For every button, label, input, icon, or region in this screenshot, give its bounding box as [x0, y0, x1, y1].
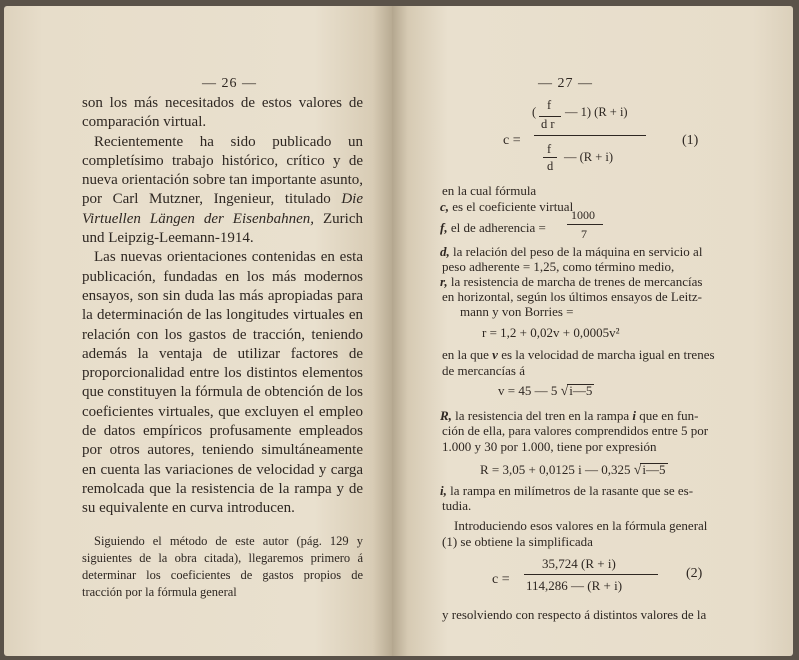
definition-v: en la que v es la velocidad de marcha igual en trenes: [442, 347, 715, 362]
left-body-text: [82, 94, 363, 601]
definition-r: r, la resistencia de marcha de trenes de mercancías: [440, 274, 703, 289]
page-number-right: — 27 —: [538, 76, 593, 91]
definition-R-cont2: 1.000 y 30 por 1.000, tiene por expresión: [442, 439, 657, 454]
fraction-numerator: 1000: [571, 208, 595, 222]
definition-R-cont1: ción de ella, para valores comprendidos entre 5 por: [442, 423, 709, 438]
formula-2-number: (2): [686, 566, 703, 581]
definition-r-cont2: mann y von Borries =: [460, 304, 574, 319]
paragraph-3: Las nuevas orientaciones contenidas en esta publicación, fundadas en los más modernos ensayos, son sin duda las más apropiadas para la determinación de las longitudes virtuales en relación con los gastos de tracción, teniendo además la ventaja de utilizar factores de proporcionalidad entre los distintos elementos que constituyen la fórmula de obtención de los coeficientes virtuales, que excluyen el empleo de datos empíricos profusamente empleados por otros autores, teniendo simultáneamente en cuenta las variaciones de velocidad y carga remolcada que la resistencia de la rampa y de su equivalente en curva introducen.: [82, 249, 363, 517]
definition-v-cont: de mercancías á: [442, 363, 526, 378]
definition-r-cont1: en horizontal, según los últimos ensayos de Leitz-: [442, 289, 702, 304]
definition-R: R, la resistencia del tren en la rampa i que en fun-: [440, 408, 699, 423]
left-page: [4, 6, 392, 656]
definition-i: i, la rampa en milímetros de la rasante que se es-: [440, 483, 694, 498]
definition-d-cont: peso adherente = 1,25, como término medio,: [442, 259, 675, 274]
definition-c: c, es el coeficiente virtual: [440, 199, 574, 214]
equation-r: r = 1,2 + 0,02v + 0,0005v²: [482, 325, 620, 340]
paragraph-1: son los más necesitados de estos valores de comparación virtual.: [82, 95, 363, 131]
book-title: Die Virtuellen Längen der Eisenbahnen,: [82, 191, 363, 227]
formula-1-number: (1): [682, 133, 699, 148]
definition-f: f, el de adherencia =: [440, 220, 546, 235]
definition-intro: en la cual fórmula: [442, 183, 537, 198]
paragraph-2: Recientemente ha sido publicado un completísimo trabajo histórico, crítico y de nueva orientación sobre tan importante asunto, por Carl Mutzner, Ingenieur, titulado Die Virtuellen Längen der Eisenbahnen, Zurich und Leipzig-Leemann-1914.: [82, 133, 363, 247]
fraction-denominator: 7: [581, 227, 587, 241]
definition-i-cont: tudia.: [442, 498, 472, 513]
simplification-text-cont: (1) se obtiene la simplificada: [442, 534, 593, 549]
equation-v: v = 45 — 5 √i—5: [498, 383, 593, 399]
footnote-paragraph: Siguiendo el método de este autor (pág. 129 y siguientes de la obra citada), llegaremos primero á determinar los coeficientes de gastos propios de tracción por la fórmula general: [82, 533, 363, 599]
simplification-text: Introduciendo esos valores en la fórmula general: [454, 518, 708, 533]
page-number-left: — 26 —: [202, 76, 257, 91]
definition-d: d, la relación del peso de la máquina en servicio al: [440, 244, 703, 259]
equation-R: R = 3,05 + 0,0125 i — 0,325 √i—5: [480, 462, 666, 478]
last-line: y resolviendo con respecto á distintos valores de la: [442, 607, 707, 622]
right-page: — 27 — c = ( f d r — 1) (R + i) f d — (R + i) (1) en la cual fórmula c, es el coeficiente virtual f, el de adherencia = 1000 7 d, la relación del peso de la máquina en servicio al peso adherente = 1,25, como término medio, r, la resistencia de marcha de trenes de mercancías en horizontal, según los últimos ensayos de Leitz- mann y von Borries = r = 1,2 + 0,02v + 0,0005v² en la que v es la velocidad de marcha igual en trenes de mercancías á v = 45 — 5 √i—5 R, la resistencia del tren en la rampa i que en fun- ción de ella, para valores comprendidos entre 5 por 1.000 y 30 por 1.000, tiene por expresión R = 3,05 + 0,0125 i — 0,325 √i—5 i, la rampa en milímetros de la rasante que se es- tudia. Introduciendo esos valores en la fórmula general (1) se obtiene la simplificada c = 35,724 (R + i) 114,286 — (R + i) (2) y resolviendo con respecto á distintos valores de la: [392, 6, 793, 656]
